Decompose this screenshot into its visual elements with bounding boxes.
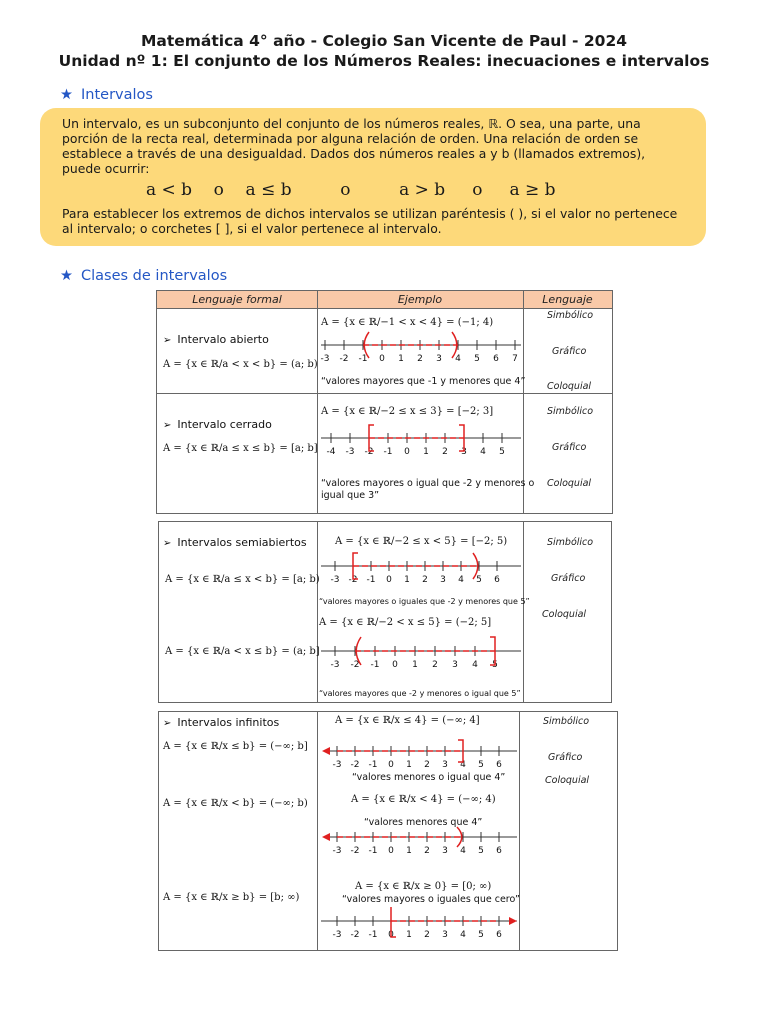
tick-label: -2	[350, 660, 360, 670]
tick-label: 4	[472, 660, 478, 670]
tick-label: -3	[345, 447, 355, 457]
tick-label: 5	[478, 846, 484, 856]
definition-callout	[40, 108, 706, 246]
tick-label: 5	[476, 575, 482, 585]
tick-label: 2	[424, 846, 430, 856]
tick-label: 3	[436, 354, 442, 364]
arrow-left-icon	[322, 747, 330, 755]
star-icon: ★	[60, 87, 73, 103]
tick-label: 5	[478, 930, 484, 940]
tick-label: 3	[452, 660, 458, 670]
callout-line: establece a través de una desigualdad. Dados dos números reales a y b (llamados extremos),	[62, 146, 646, 161]
semi-formal-1: A = {x ∈ ℝ/a ≤ x < b} = [a; b)	[165, 574, 320, 585]
order-relations: a < b o a ≤ b o a > b o a ≥ b	[146, 180, 556, 200]
tick-label: 1	[412, 660, 418, 670]
tick-label: -1	[368, 846, 378, 856]
number-line-open	[319, 331, 523, 367]
tick-label: -3	[332, 760, 342, 770]
infinite-colloquial-3: “valores mayores o iguales que cero”	[342, 894, 520, 905]
tick-label: 1	[406, 930, 412, 940]
tick-label: 3	[461, 447, 467, 457]
arrow-bullet-icon: ➢	[163, 420, 172, 431]
tick-label: 3	[442, 846, 448, 856]
tick-label: 0	[404, 447, 410, 457]
tick-label: 0	[379, 354, 385, 364]
tick-label: 4	[455, 354, 461, 364]
infinite-example-2: A = {x ∈ ℝ/x < 4} = (−∞; 4)	[351, 794, 496, 805]
tick-label: 3	[440, 575, 446, 585]
tick-label: -2	[348, 575, 358, 585]
tick-label: -1	[358, 354, 368, 364]
tick-label: -2	[364, 447, 374, 457]
tick-label: 0	[386, 575, 392, 585]
tick-label: 5	[492, 660, 498, 670]
semi-colloquial-1: “valores mayores o iguales que -2 y menores que 5”	[319, 597, 530, 606]
semi-example-2: A = {x ∈ ℝ/−2 < x ≤ 5} = (−2; 5]	[319, 617, 492, 628]
tick-label: -3	[320, 354, 330, 364]
label-graphic: Gráfico	[552, 346, 587, 357]
page-subtitle: Unidad nº 1: El conjunto de los Números Reales: inecuaciones e intervalos	[58, 52, 710, 70]
infinite-example-3: A = {x ∈ ℝ/x ≥ 0} = [0; ∞)	[355, 881, 492, 892]
callout-line: Un intervalo, es un subconjunto del conjunto de los números reales, ℝ. O sea, una parte, una	[62, 116, 641, 131]
tick-label: -1	[383, 447, 393, 457]
infinite-example-1: A = {x ∈ ℝ/x ≤ 4} = (−∞; 4]	[335, 715, 480, 726]
tick-label: 2	[417, 354, 423, 364]
label-colloquial: Coloquial	[547, 478, 592, 489]
tick-label: -3	[332, 930, 342, 940]
tick-label: 3	[442, 930, 448, 940]
tick-label: -2	[350, 930, 360, 940]
label-graphic: Gráfico	[551, 573, 586, 584]
tick-label: -2	[339, 354, 349, 364]
label-colloquial: Coloquial	[545, 775, 590, 786]
section-intervalos	[60, 87, 153, 103]
tick-label: 4	[480, 447, 486, 457]
infinite-formal-2: A = {x ∈ ℝ/x < b} = (−∞; b)	[163, 798, 308, 809]
closed-colloquial-1: “valores mayores o igual que -2 y menores o	[321, 478, 535, 489]
number-line-closed	[319, 424, 523, 460]
tick-label: -4	[326, 447, 336, 457]
infinite-formal-3: A = {x ∈ ℝ/x ≥ b} = [b; ∞)	[163, 892, 300, 903]
intervals-table-1	[156, 290, 613, 514]
label-symbolic: Simbólico	[543, 716, 590, 727]
label-symbolic: Simbólico	[547, 537, 594, 548]
callout-line: Para establecer los extremos de dichos intervalos se utilizan paréntesis ( ), si el valor no pertenece	[62, 206, 678, 221]
tick-label: -3	[332, 846, 342, 856]
tick-label: -1	[370, 660, 380, 670]
tick-label: -1	[366, 575, 376, 585]
tick-label: 0	[388, 760, 394, 770]
number-line-infinite-1	[319, 736, 519, 772]
tick-label: 1	[406, 846, 412, 856]
arrow-bullet-icon: ➢	[163, 538, 172, 549]
tick-label: 4	[460, 846, 466, 856]
page-title: Matemática 4° año - Colegio San Vicente de Paul - 2024	[140, 32, 628, 50]
tick-label: 1	[398, 354, 404, 364]
tick-label: 0	[392, 660, 398, 670]
closed-example: A = {x ∈ ℝ/−2 ≤ x ≤ 3} = [−2; 3]	[321, 406, 494, 417]
tick-label: 5	[474, 354, 480, 364]
tick-label: 4	[458, 575, 464, 585]
star-icon: ★	[60, 268, 73, 284]
tick-label: 1	[423, 447, 429, 457]
section-clases	[60, 268, 227, 284]
tick-label: 6	[496, 760, 502, 770]
callout-line: puede ocurrir:	[62, 161, 150, 176]
tick-label: -1	[368, 760, 378, 770]
infinite-colloquial-1: “valores menores o igual que 4”	[352, 772, 506, 783]
header-lenguaje: Lenguaje	[523, 291, 612, 308]
arrow-bullet-icon: ➢	[163, 335, 172, 346]
closed-formal: A = {x ∈ ℝ/a ≤ x ≤ b} = [a; b]	[163, 443, 318, 454]
tick-label: 2	[442, 447, 448, 457]
label-colloquial: Coloquial	[547, 381, 592, 392]
arrow-bullet-icon: ➢	[163, 718, 172, 729]
number-line-semi-2	[319, 635, 523, 681]
tick-label: -2	[350, 760, 360, 770]
open-title-text: Intervalo abierto	[177, 333, 269, 346]
tick-label: 5	[478, 760, 484, 770]
number-line-semi-1	[319, 552, 523, 592]
tick-label: 2	[422, 575, 428, 585]
callout-line: porción de la recta real, determinada por alguna relación de orden. Una relación de orden se	[62, 131, 639, 146]
arrow-left-icon	[322, 833, 330, 841]
label-colloquial: Coloquial	[542, 609, 587, 620]
intervals-table-2	[158, 521, 612, 703]
infinite-colloquial-2: “valores menores que 4”	[364, 817, 483, 828]
tick-label: 5	[499, 447, 505, 457]
tick-label: 1	[406, 760, 412, 770]
semi-colloquial-2: “valores mayores que -2 y menores o igual que 5”	[319, 689, 521, 698]
header-formal: Lenguaje formal	[157, 291, 317, 308]
open-example: A = {x ∈ ℝ/−1 < x < 4} = (−1; 4)	[321, 317, 494, 328]
infinite-title-text: Intervalos infinitos	[177, 716, 280, 729]
tick-label: 2	[424, 930, 430, 940]
tick-label: 6	[496, 930, 502, 940]
tick-label: -3	[330, 660, 340, 670]
arrow-right-icon	[509, 917, 517, 925]
infinite-title	[163, 716, 279, 729]
label-graphic: Gráfico	[552, 442, 587, 453]
tick-label: 4	[460, 930, 466, 940]
tick-label: 6	[496, 846, 502, 856]
tick-label: 1	[404, 575, 410, 585]
infinite-formal-1: A = {x ∈ ℝ/x ≤ b} = (−∞; b]	[163, 741, 308, 752]
label-symbolic: Simbólico	[547, 310, 594, 321]
semi-formal-2: A = {x ∈ ℝ/a < x ≤ b} = (a; b]	[165, 646, 320, 657]
tick-label: -2	[350, 846, 360, 856]
tick-label: 0	[388, 930, 394, 940]
tick-label: 3	[442, 760, 448, 770]
semi-example-1: A = {x ∈ ℝ/−2 ≤ x < 5} = [−2; 5)	[335, 536, 508, 547]
section-intervalos-title: Intervalos	[81, 87, 153, 103]
tick-label: 0	[388, 846, 394, 856]
label-symbolic: Simbólico	[547, 406, 594, 417]
number-line-infinite-2	[319, 824, 519, 860]
intervals-table-3	[158, 711, 618, 951]
section-clases-title: Clases de intervalos	[81, 268, 228, 284]
open-formal: A = {x ∈ ℝ/a < x < b} = (a; b)	[163, 359, 318, 370]
number-line-infinite-3	[319, 907, 519, 949]
callout-line: al intervalo; o corchetes [ ], si el valor pertenece al intervalo.	[62, 221, 442, 236]
tick-label: -1	[368, 930, 378, 940]
tick-label: 6	[494, 575, 500, 585]
semi-title	[163, 536, 307, 549]
label-graphic: Gráfico	[548, 752, 583, 763]
open-colloquial: “valores mayores que -1 y menores que 4”	[321, 376, 526, 387]
header-example: Ejemplo	[317, 291, 523, 308]
closed-title-text: Intervalo cerrado	[177, 418, 272, 431]
closed-title	[163, 418, 272, 431]
tick-label: 7	[512, 354, 518, 364]
semi-title-text: Intervalos semiabiertos	[177, 536, 307, 549]
closed-colloquial-2: igual que 3”	[321, 490, 380, 501]
tick-label: 6	[493, 354, 499, 364]
open-title	[163, 333, 269, 346]
tick-label: -3	[330, 575, 340, 585]
tick-label: 2	[424, 760, 430, 770]
tick-label: 2	[432, 660, 438, 670]
tick-label: 4	[460, 760, 466, 770]
